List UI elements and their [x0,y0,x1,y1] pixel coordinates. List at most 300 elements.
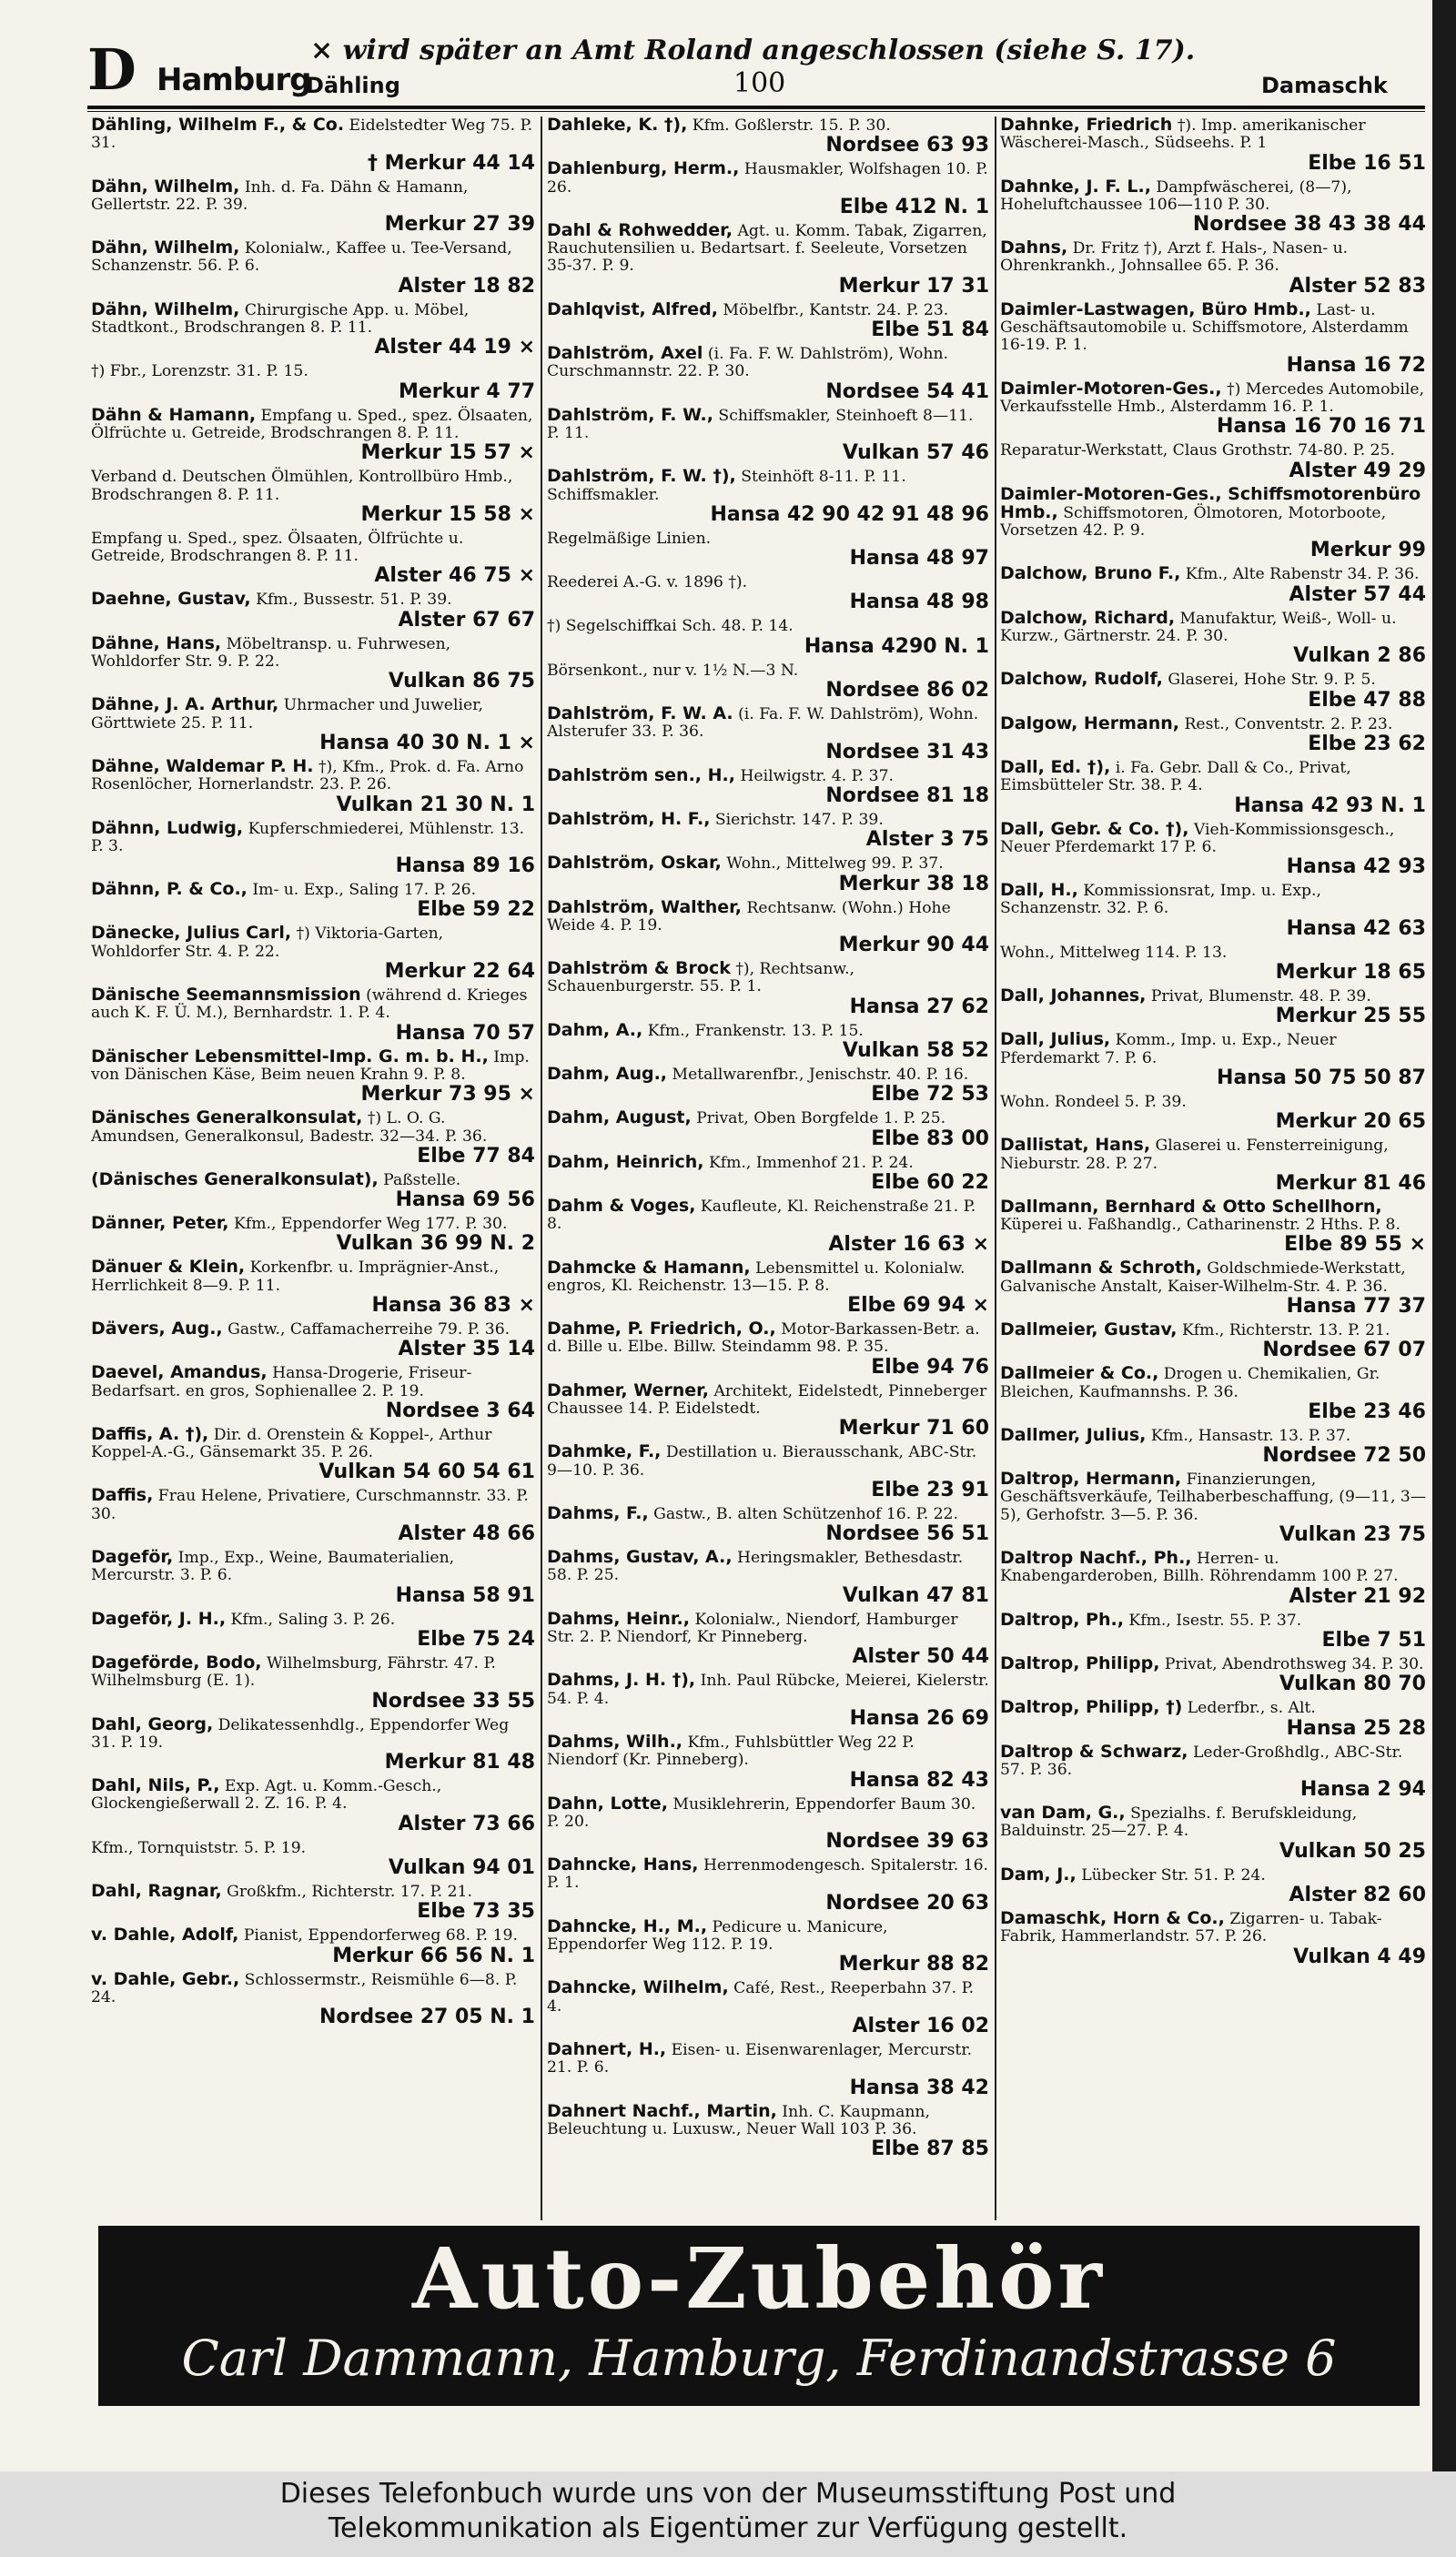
entry-name: Dähne, Hans, [91,632,222,653]
entry-name: Daimler-Motoren-Ges., [1000,378,1222,399]
entry-name: (Dänisches Generalkonsulat), [91,1168,379,1189]
directory-entry [1000,1652,1426,1696]
entry-body [91,1048,535,1085]
entry-name: Dahlström, F. W. A. [547,703,733,724]
entry-phone: Elbe 23 62 [1308,732,1426,755]
entry-text: Kfm., Bussestr. 51. P. 39. [256,591,452,610]
entry-body [1000,178,1426,215]
entry-text: Eidelstedter Weg 75. P. 31. [91,116,533,153]
entry-body [91,1608,535,1629]
directory-entry [1000,239,1426,298]
entry-phone: Vulkan 36 99 N. 2 [336,1232,535,1256]
entry-text: Möbeltransp. u. Fuhrwesen, Wohldorfer Str. 9. P. 22. [91,634,451,672]
directory-entry [1000,671,1426,711]
entry-phone: Merkur 81 48 [384,1751,535,1774]
directory-entry [91,755,535,816]
entry-name: Daimler-Lastwagen, Büro Hmb., [1000,298,1311,319]
entry-text: Uhrmacher und Juwelier, Görttwiete 25. P. 11. [91,696,483,733]
entry-phone: Merkur 15 57 × [360,441,535,465]
entry-name: Dähnn, P. & Co., [91,879,248,900]
entry-phone: Hansa 16 70 16 71 [1217,415,1426,439]
directory-entry [547,1066,989,1106]
entry-text: Wohn. Rondeel 5. P. 39. [1000,1092,1187,1111]
directory-entry [91,1608,535,1651]
entry-name: Dahms, Wilh., [547,1731,683,1752]
directory-entry [91,1968,535,2029]
entry-phone: Elbe 47 88 [1308,688,1426,712]
entry-body [91,881,535,899]
entry-phone: Vulkan 47 81 [842,1583,989,1607]
entry-text: †) Segelschiffkai Sch. 48. P. 14. [547,617,794,636]
entry-text: Privat, Abendrothsweg 34. P. 30. [1164,1654,1424,1673]
entry-phone: Hansa 82 43 [849,1768,989,1792]
entry-body [547,1195,989,1234]
entry-name: Dävers, Aug., [91,1318,223,1339]
entry-phone: Nordsee 72 50 [1262,1444,1426,1468]
entry-phone: Merkur 22 64 [384,960,535,984]
entry-text: Spezialhs. f. Berufskleidung, Balduinstr. 25—27. P. 4. [1000,1804,1358,1841]
entry-phone: Hansa 25 28 [1286,1716,1426,1740]
entry-text: Rest., Conventstr. 2. P. 23. [1184,714,1393,733]
entry-body [1000,1804,1426,1841]
entry-text: Frau Helene, Privatiere, Curschmannstr. 33. P. 30. [91,1487,529,1523]
entry-phone: Merkur 15 58 × [360,502,535,526]
entry-text: Schiffsmakler, Steinhoeft 8—11. P. 11. [547,406,974,442]
entry-text: Privat, Blumenstr. 48. P. 39. [1150,987,1371,1006]
entry-body [1000,671,1426,689]
entry-name: Dähn, Wilhelm, [91,238,240,258]
entry-name: Dahms, Heinr., [547,1608,690,1629]
entry-phone: Elbe 87 85 [871,2138,989,2161]
entry-text: Sierichstr. 147. P. 39. [714,810,884,829]
entry-body [547,1382,989,1419]
entry-phone: Hansa 27 62 [849,995,989,1018]
entry-name: Dallmann & Schroth, [1000,1258,1202,1278]
entry-body [547,1259,989,1296]
directory-entry [91,1320,535,1360]
directory-entry [1000,607,1426,668]
entry-name: Dallmer, Julius, [1000,1424,1147,1445]
directory-entry [91,1364,535,1422]
entry-name: Daffis, A. †), [91,1423,209,1444]
entry-body [1000,987,1426,1006]
entry-phone: Alster 49 29 [1289,459,1426,482]
entry-text: Reparatur-Werkstatt, Claus Grothstr. 74-80. P. 25. [1000,441,1395,460]
entry-name: Dahm, Aug., [547,1064,668,1085]
entry-text: Delikatessenhdlg., Eppendorfer Weg 31. P. 19. [91,1715,510,1752]
directory-entry [547,1259,989,1318]
entry-body [1000,756,1426,795]
entry-text: Kfm., Eppendorfer Weg 177. P. 30. [234,1215,508,1234]
entry-text: Gastw., B. alten Schützenhof 16. P. 22. [653,1504,958,1523]
directory-entry [1000,1609,1426,1652]
entry-text: †) Fbr., Lorenzstr. 31. P. 15. [91,362,308,381]
entry-body [547,1672,989,1708]
entry-text: Leder-Großhdlg., ABC-Str. 57. P. 36. [1000,1743,1403,1779]
directory-entry [91,1883,535,1923]
entry-phone: Elbe 59 22 [417,898,535,922]
entry-name: Dahms, J. H. †), [547,1670,696,1691]
entry-phone: Alster 48 66 [398,1522,535,1546]
entry-text: Musiklehrerin, Eppendorfer Baum 30. P. 20. [547,1794,976,1831]
entry-name: Dahms, F., [547,1502,649,1523]
entry-phone: Nordsee 31 43 [825,740,989,763]
directory-entry [91,1258,535,1317]
entry-name: Dahnert Nachf., Martin, [547,2100,777,2121]
entry-phone: Hansa 40 30 N. 1 × [319,731,535,754]
directory-entry [91,239,535,298]
entry-name: Dänisches Generalkonsulat, [91,1107,363,1128]
entry-body [1000,116,1426,153]
footer-line-2: Telekommunikation als Eigentümer zur Verfügung gestellt. [328,2512,1128,2544]
entry-phone: Hansa 42 93 N. 1 [1234,793,1426,817]
entry-phone: Alster 16 63 × [828,1232,989,1256]
entry-phone: Merkur 25 55 [1275,1005,1426,1028]
entry-text: Lebensmittel u. Kolonialw. engros, Kl. Reichenstr. 13—15. P. 8. [547,1258,966,1295]
entry-name: Dahlström, Axel [547,343,703,364]
directory-entry [91,404,535,465]
entry-phone: Nordsee 38 43 38 44 [1192,213,1426,237]
entry-phone: Elbe 77 84 [417,1144,535,1167]
directory-entry [1000,1804,1426,1863]
entry-name: Dahlström, F. W. †), [547,466,736,487]
entry-body [91,468,535,504]
directory-entry [547,1733,989,1792]
entry-name: Dähn, Wilhelm, [91,298,240,319]
entry-phone: Merkur 73 95 × [360,1083,535,1107]
entry-text: Motor-Barkassen-Betr. a. d. Bille u. Elbe. Billw. Steindamm 98. P. 35. [547,1320,980,1357]
directory-entry [547,1019,989,1063]
entry-phone: Merkur 90 44 [838,934,989,957]
directory-entry [91,1048,535,1107]
directory-entry [1000,1365,1426,1423]
entry-phone: Merkur 38 18 [838,872,989,895]
directory-entry [547,764,989,807]
entry-body [91,632,535,672]
entry-phone: Elbe 23 91 [871,1478,989,1501]
entry-name: Dahms, Gustav, A., [547,1547,733,1568]
directory-entry [1000,1321,1426,1361]
entry-name: Daltrop, Philipp, [1000,1652,1160,1673]
footer-line-1: Dieses Telefonbuch wurde uns von der Museumsstiftung Post und [279,2478,1177,2510]
directory-entry [91,632,535,693]
entry-body [91,1713,535,1753]
entry-phone: Hansa 4290 N. 1 [804,634,989,658]
entry-phone: Alster 50 44 [852,1645,989,1669]
directory-entry [547,1382,989,1440]
footer-notice [0,2471,1456,2557]
entry-phone: Hansa 16 72 [1286,353,1426,377]
entry-body [1000,1699,1426,1717]
directory-entry [547,808,989,852]
entry-body [91,1320,535,1339]
entry-body [91,755,535,794]
directory-entry [91,116,535,175]
entry-body [91,1423,535,1462]
entry-body [1000,239,1426,276]
directory-entry [91,1839,535,1879]
entry-body [547,1733,989,1770]
entry-text: Kfm., Isestr. 55. P. 37. [1128,1611,1302,1630]
entry-text: Komm., Imp. u. Exp., Neuer Pferdemarkt 7. P. 6. [1000,1031,1337,1067]
entry-name: Dageförde, Bodo, [91,1652,262,1673]
entry-phone: Elbe 69 94 × [847,1294,989,1318]
directory-entry [547,219,989,298]
directory-entry [547,2100,989,2161]
directory-entry [1000,1198,1426,1257]
entry-body [91,925,535,961]
directory-entry [547,617,989,657]
entry-text: Möbelfbr., Kantstr. 24. P. 23. [723,300,949,319]
entry-name: Daevel, Amandus, [91,1362,268,1383]
entry-name: Dahmer, Werner, [547,1380,709,1400]
entry-text: Küperei u. Faßhandlg., Catharinenstr. 2 Hths. P. 8. [1000,1216,1400,1235]
entry-phone: Hansa 42 63 [1286,916,1426,940]
entry-name: Daehne, Gustav, [91,589,251,610]
entry-phone: Elbe 72 53 [871,1083,989,1107]
directory-entry [1000,882,1426,940]
directory-entry [1000,1743,1426,1802]
entry-phone: Nordsee 27 05 N. 1 [318,2006,535,2029]
entry-text: Imp., Exp., Weine, Baumaterialien, Mercurstr. 3. P. 6. [91,1549,455,1585]
entry-body [547,1795,989,1832]
entry-text: Kolonialw., Kaffee u. Tee-Versand, Schanzenstr. 56. P. 6. [91,239,512,276]
directory-entry [1000,116,1426,175]
entry-text: Destillation u. Bierausschank, ABC-Str. 9—10. P. 36. [547,1443,977,1480]
directory-entry [91,1215,535,1255]
entry-name: Daltrop, Ph., [1000,1609,1124,1630]
entry-phone: Merkur 18 65 [1275,961,1426,985]
entry-text: Hansa-Drogerie, Friseur-Bedarfsart. en gros, Sophienallee 2. P. 19. [91,1364,472,1400]
entry-body [547,468,989,504]
header-note: × wird später an Amt Roland angeschlossen (siehe S. 17). [310,35,1196,66]
directory-entry [1000,1866,1426,1906]
entry-phone: Alster 21 92 [1289,1584,1426,1608]
directory-entry [1000,818,1426,879]
entry-name: Dahlström, H. F., [547,808,711,829]
entry-body [91,986,535,1023]
entry-name: van Dam, G., [1000,1803,1126,1824]
entry-name: Dahmke, F., [547,1441,662,1462]
entry-text: Manufaktur, Weiß-, Woll- u. Kurzw., Gärtnerstr. 24. P. 30. [1000,609,1397,646]
entry-phone: Merkur 27 39 [384,213,535,237]
entry-phone: Alster 73 66 [398,1812,535,1835]
entry-phone: Alster 52 83 [1289,274,1426,298]
page-header [87,35,1425,107]
entry-phone: Nordsee 86 02 [825,679,989,702]
entry-phone: Hansa 50 75 50 87 [1217,1066,1426,1089]
entry-name: Dahlström sen., H., [547,764,735,785]
entry-phone: Hansa 58 91 [395,1583,535,1607]
entry-name: Dänner, Peter, [91,1213,229,1234]
entry-phone: Merkur 99 [1309,539,1426,562]
entry-body [547,705,989,742]
entry-body [547,2100,989,2139]
entry-phone: Hansa 48 98 [849,591,989,614]
entry-body [547,1549,989,1585]
entry-name: Dalchow, Bruno F., [1000,563,1181,584]
entry-text: Kaufleute, Kl. Reichenstraße 21. P. 8. [547,1197,976,1234]
entry-body [1000,298,1426,355]
directory-entry [547,345,989,403]
entry-phone: Elbe 94 76 [871,1355,989,1379]
entry-body [91,1883,535,1901]
entry-body [547,219,989,276]
directory-entry [547,1608,989,1669]
directory-entry [547,2038,989,2099]
entry-text: Glaserei u. Fensterreinigung, Nieburstr. 28. P. 27. [1000,1137,1389,1173]
ad-headline: Auto-Zubehör [412,2229,1106,2328]
directory-entry [91,1423,535,1484]
entry-phone: Hansa 70 57 [395,1021,535,1045]
directory-entry [1000,1093,1426,1133]
entry-phone: Elbe 7 51 [1321,1628,1426,1652]
directory-entry [547,160,989,218]
entry-body [1000,1137,1426,1173]
entry-text: Herren- u. Knabengarderoben, Billh. Röhrendamm 100 P. 27. [1000,1550,1399,1586]
directory-entry [547,662,989,702]
entry-name: Dahnke, J. F. L., [1000,176,1151,197]
directory-entry [91,696,535,754]
directory-entry [91,986,535,1045]
entry-body [547,160,989,197]
directory-entry [91,1926,535,1966]
entry-name: Dahl, Georg, [91,1713,214,1734]
directory-entry [1000,298,1426,377]
entry-body [547,530,989,548]
entry-phone: Alster 18 82 [398,274,535,298]
entry-phone: Nordsee 56 51 [825,1522,989,1546]
entry-text: †) L. O. G. Amundsen, Generalkonsul, Badestr. 32—34. P. 36. [91,1109,488,1146]
entry-phone: Hansa 38 42 [849,2076,989,2099]
entry-body [91,1926,535,1945]
directory-entry [1000,987,1426,1027]
directory-entry [91,1487,535,1545]
entry-name: Dall, H., [1000,880,1078,901]
directory-entry [547,1109,989,1149]
entry-body [1000,944,1426,962]
entry-text: Kommissionsrat, Imp. u. Exp., Schanzenstr. 32. P. 6. [1000,882,1321,918]
entry-body [1000,1259,1426,1296]
entry-body [1000,1031,1426,1067]
entry-text: †), Rechtsanw., Schauenburgerstr. 55. P. 1. [547,960,855,996]
directory-entry [1000,944,1426,984]
entry-body [547,1979,989,2016]
entry-phone: Elbe 73 35 [417,1900,535,1924]
entry-text: †) Viktoria-Garten, Wohldorfer Str. 4. P. 22. [91,925,444,961]
directory-entry [1000,1471,1426,1546]
entry-text: Pedicure u. Manicure, Eppendorfer Weg 112. P. 19. [547,1917,888,1955]
entry-body [1000,1093,1426,1111]
directory-entry [1000,715,1426,755]
entry-phone: Alster 44 19 × [374,336,535,359]
entry-text: Inh. C. Kaupmann, Beleuchtung u. Luxusw., Neuer Wall 103 P. 36. [547,2102,930,2138]
directory-entry [91,1777,535,1835]
entry-text: Architekt, Eidelstedt, Pinneberger Chaussee 14. P. Eidelstedt. [547,1381,987,1418]
entry-phone: Merkur 66 56 N. 1 [332,1944,535,1967]
entry-name: Dahm & Voges, [547,1195,696,1216]
entry-name: Dallmeier, Gustav, [1000,1319,1178,1339]
entry-body [91,1487,535,1523]
entry-text: Goldschmiede-Werkstatt, Galvanische Anstalt, Kaiser-Wilhelm-Str. 4. P. 36. [1000,1259,1406,1296]
directory-entry [547,468,989,526]
entry-body [547,1151,989,1172]
entry-name: Dallmann, Bernhard & Otto Schellhorn, [1000,1196,1382,1217]
section-letter: D [87,36,136,103]
entry-name: Dahlström, Oskar, [547,853,722,874]
entry-body [1000,441,1426,460]
directory-entry [1000,756,1426,817]
city-name: Hamburg [157,62,311,98]
directory-entry [1000,1031,1426,1089]
directory-entry [1000,441,1426,481]
entry-text: Dir. d. Orenstein & Koppel-, Arthur Koppel-A.-G., Gänsemarkt 35. P. 26. [91,1425,492,1462]
entry-text: Kfm., Richterstr. 13. P. 21. [1181,1320,1390,1339]
entry-phone: Hansa 2 94 [1299,1778,1426,1802]
directory-entry [91,178,535,237]
directory-entry [547,1856,989,1915]
entry-phone: Elbe 412 N. 1 [839,195,989,218]
entry-phone: Vulkan 94 01 [388,1856,535,1880]
entry-body [547,298,989,319]
entry-name: Dahncke, Wilhelm, [547,1977,729,1998]
entry-body [91,404,535,443]
entry-body [91,817,535,856]
entry-text: Herrenmodengesch. Spitalerstr. 16. P. 1. [547,1856,988,1893]
entry-name: Dahm, August, [547,1107,692,1128]
entry-phone: Nordsee 67 07 [1262,1339,1426,1362]
entry-phone: Hansa 77 37 [1286,1294,1426,1318]
entry-text: Kfm., Immenhof 21. P. 24. [708,1153,914,1172]
entry-body [91,1968,535,2007]
directory-entry [547,1195,989,1256]
entry-body [91,1777,535,1814]
entry-body [1000,1866,1426,1885]
entry-text: Kfm., Tornquiststr. 5. P. 19. [91,1838,307,1857]
entry-phone: Nordsee 54 41 [825,379,989,403]
entry-body [91,1839,535,1857]
entry-body [547,854,989,873]
entry-name: Dahlström, F. W., [547,404,713,425]
directory-entry [547,573,989,613]
directory-entry [91,925,535,983]
entry-body [91,1215,535,1233]
entry-text: (i. Fa. F. W. Dahlström), Wohn. Alsterufer 33. P. 36. [547,705,979,742]
directory-entry [547,298,989,342]
directory-entry [1000,1550,1426,1608]
entry-phone: Merkur 4 77 [398,379,535,403]
entry-body [1000,1424,1426,1445]
entry-text: Eisen- u. Eisenwarenlager, Mercurstr. 21. P. 6. [547,2040,973,2077]
entry-phone: Hansa 42 90 42 91 48 96 [710,502,989,526]
entry-name: Daltrop Nachf., Ph., [1000,1548,1192,1569]
entry-text: Hausmakler, Wolfshagen 10. P. 26. [547,160,988,197]
entry-body [1000,715,1426,733]
entry-body [91,362,535,380]
directory-entry [547,1979,989,2037]
entry-name: Damaschk, Horn & Co., [1000,1908,1225,1929]
entry-name: Dahlström & Brock [547,958,731,979]
directory-entry [91,468,535,526]
entry-body [547,960,989,996]
entry-text: Kupferschmiederei, Mühlenstr. 13. P. 3. [91,819,525,855]
entry-text: Last- u. Geschäftsautomobile u. Schiffsmotore, Alsterdamm 16-19. P. 1. [1000,300,1409,355]
entry-phone: Vulkan 50 25 [1279,1839,1426,1863]
entry-text: †) Mercedes Automobile, Verkaufsstelle Hmb., Alsterdamm 16. P. 1. [1000,379,1425,416]
directory-entry [1000,1137,1426,1195]
entry-phone: Alster 67 67 [398,608,535,632]
entry-name: Dalgow, Hermann, [1000,713,1179,733]
